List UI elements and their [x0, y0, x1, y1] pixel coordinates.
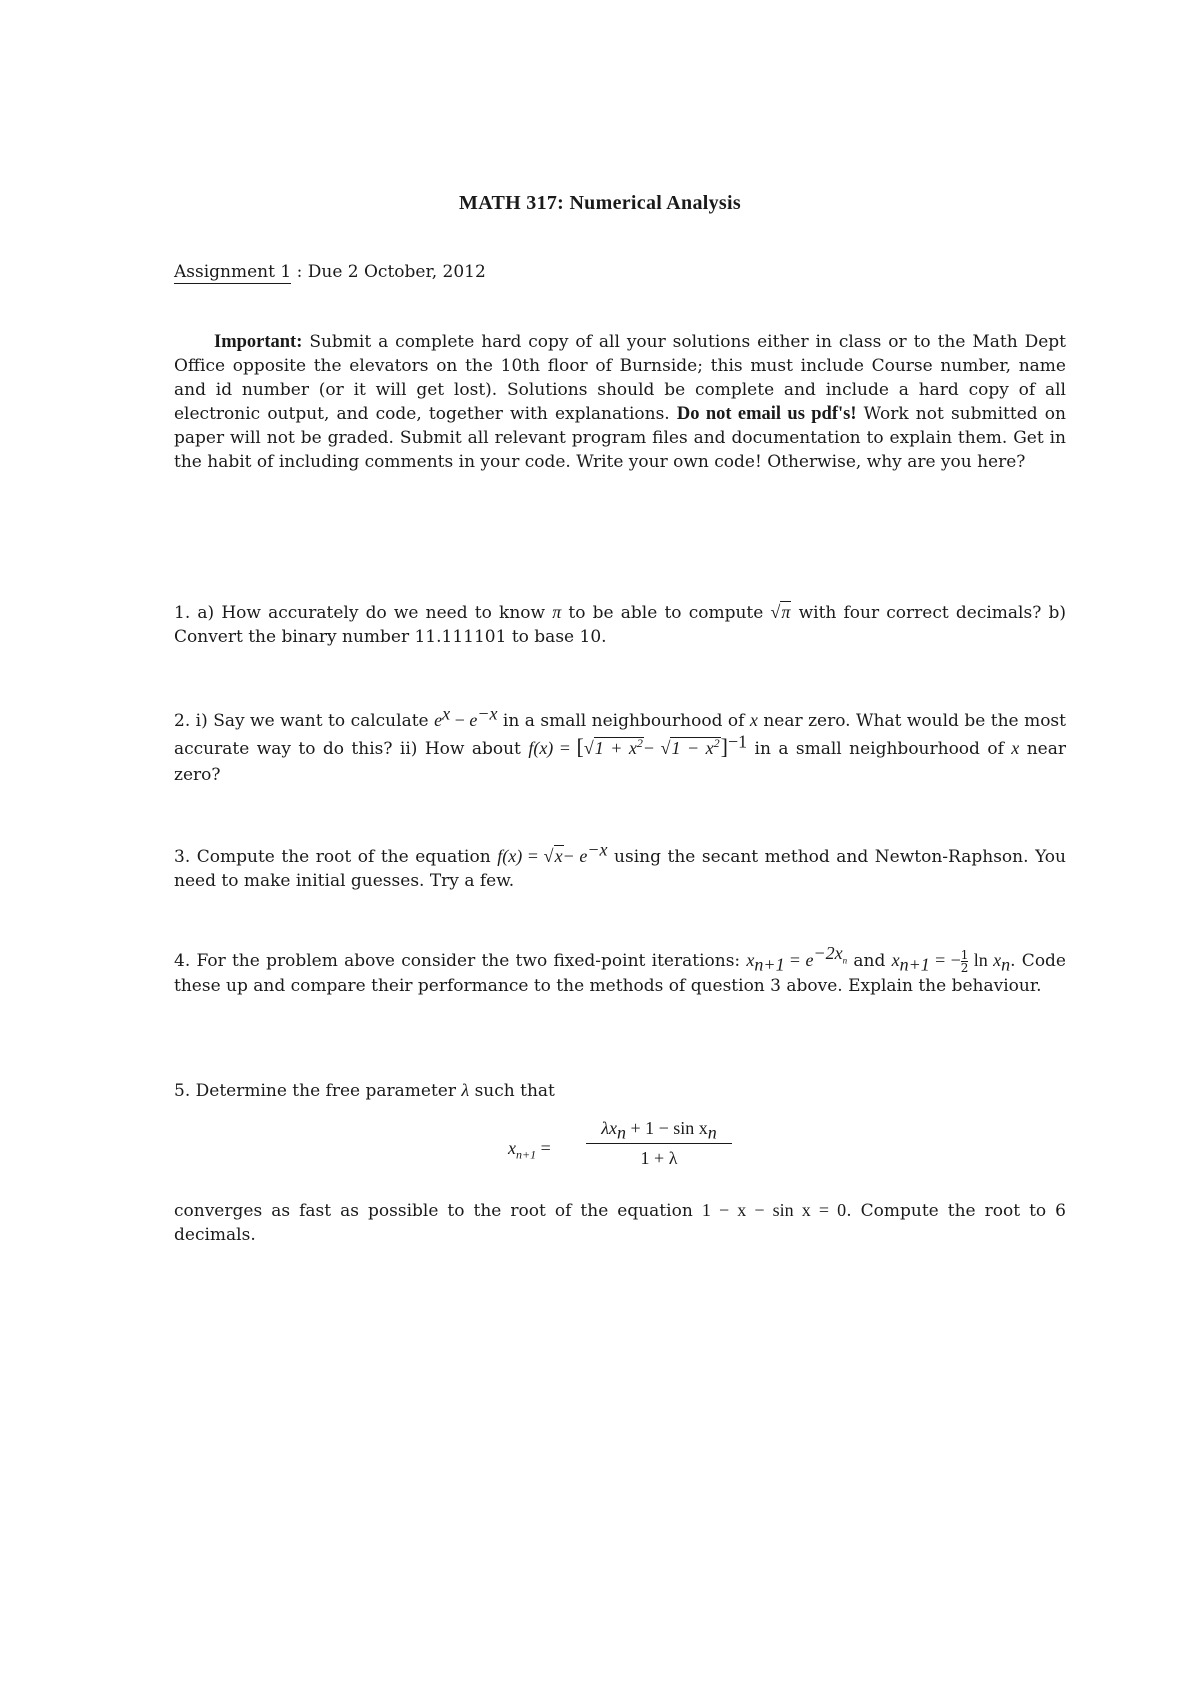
- q2-t3: near zero. What would be the most accurate way to do this? ii) How about: [174, 711, 1066, 759]
- q4-e: e: [805, 950, 814, 970]
- q5-denominator: 1 + λ: [640, 1148, 678, 1168]
- q5-numerator: [586, 1118, 732, 1144]
- bold-notice: Do not email us pdf's!: [676, 404, 857, 424]
- q1-pi: π: [552, 602, 562, 622]
- q1-text-a: 1. a) How accurately do we need to know: [174, 603, 553, 623]
- q2-x1: x: [749, 710, 758, 730]
- intro-text-1: Submit a complete hard copy of all your solutions either in class or to the Math Dept Office opposite the elevators on the 10th floor of Burnside; this must include Course number, name and id number (or it will get lost). Solutions should be complete and include a hard copy of all electronic output, and code, together with explanations.: [174, 332, 1066, 424]
- q4-exp-sub: n: [842, 955, 848, 966]
- q4-frac-num: 1: [960, 948, 969, 962]
- q4-ln: ln: [968, 950, 994, 970]
- q4-sub3: n: [1001, 954, 1011, 975]
- q5-t1: 5. Determine the free parameter: [174, 1081, 462, 1101]
- q2-r2: 1 − x: [671, 738, 714, 758]
- q5-t4: . Compute the root to 6 decimals.: [174, 1201, 1066, 1245]
- q2-t5: near zero?: [174, 739, 1066, 785]
- q3-eq: =: [522, 846, 544, 866]
- question-4: [174, 943, 1066, 998]
- q2-eq: =: [553, 738, 577, 758]
- q4-eq2: = −: [929, 950, 961, 970]
- q2-t4: in a small neighbourhood of: [747, 739, 1012, 759]
- q3-f-arg: (x): [502, 846, 523, 866]
- q4-exp: −2x: [813, 943, 843, 964]
- q1-mid: to be able to compute: [561, 603, 771, 623]
- q2-minus2: −: [643, 738, 661, 758]
- intro-paragraph: [174, 330, 1066, 474]
- question-5-body: [174, 1198, 1066, 1247]
- q3-minus: −: [563, 846, 580, 866]
- sqrt-icon: √: [770, 602, 781, 622]
- q2-e2: e: [469, 710, 478, 730]
- q5-t2: such that: [469, 1081, 555, 1101]
- q2-f-arg: (x): [533, 738, 554, 758]
- assignment-due: Due 2 October, 2012: [307, 262, 486, 282]
- q4-sub2: n+1: [899, 954, 930, 975]
- q2-minus: −: [450, 710, 470, 730]
- q2-radicand-2: [670, 737, 720, 758]
- q5-num-sub2: n: [707, 1122, 717, 1143]
- q3-e: e: [579, 846, 588, 866]
- q3-exp: −x: [587, 839, 608, 860]
- q1-pi-radicand: π: [781, 602, 791, 622]
- q4-sub1: n+1: [754, 954, 785, 975]
- q2-radicand-1: [594, 737, 644, 758]
- q2-inverse: −1: [727, 731, 748, 752]
- q2-exp2: −x: [477, 703, 498, 724]
- q2-t1: 2. i) Say we want to calculate: [174, 711, 435, 731]
- q5-lhs-x: x: [508, 1138, 516, 1158]
- q4-x1: x: [746, 950, 755, 970]
- q3-t2: using the secant method and Newton-Raphson. You need to make initial guesses. Try a few.: [174, 847, 1066, 891]
- q2-bracket-right: ]: [720, 734, 728, 759]
- q4-t2: Code these up and compare their performance to the methods of question 3 above. Explain the behaviour.: [174, 951, 1066, 996]
- q4-and: and: [847, 951, 892, 971]
- q2-x2: x: [1011, 738, 1020, 758]
- question-5-intro: [174, 1078, 1066, 1103]
- q4-frac-den: 2: [960, 961, 969, 975]
- q5-t3: converges as fast as possible to the root of the equation: [174, 1201, 702, 1221]
- q3-t1: 3. Compute the root of the equation: [174, 847, 498, 867]
- q5-fraction: [586, 1118, 732, 1169]
- q2-exp1: x: [442, 703, 451, 724]
- q2-f: f: [528, 738, 534, 758]
- q4-t1: 4. For the problem above consider the two fixed-point iterations:: [174, 951, 747, 971]
- q4-x3: x: [993, 950, 1002, 970]
- page-title: MATH 317: Numerical Analysis: [459, 192, 741, 214]
- q5-num-rest: + 1 − sin x: [625, 1118, 708, 1138]
- q2-r1: 1 + x: [594, 738, 637, 758]
- q2-t2: in a small neighbourhood of: [497, 711, 750, 731]
- assignment-line: [174, 262, 486, 282]
- q4-exp-wrap: [813, 943, 848, 966]
- question-3: [174, 839, 1066, 893]
- sqrt-icon: √: [583, 738, 594, 758]
- q4-x2: x: [891, 950, 900, 970]
- q5-eq-lhs: [508, 1138, 551, 1162]
- question-1: [174, 600, 1066, 649]
- q5-num-a: λx: [601, 1118, 617, 1138]
- q5-equals: =: [536, 1138, 551, 1158]
- q2-bracket-left: [: [576, 734, 584, 759]
- q5-eq2: 1 − x − sin x = 0: [701, 1200, 847, 1220]
- q4-eq1: =: [784, 950, 806, 970]
- q4-dot: .: [1010, 951, 1016, 971]
- assignment-sep: :: [291, 262, 308, 282]
- intro-text-2: Work not submitted on paper will not be graded. Submit all relevant program files and documentation to explain them. Get in the habit of including comments in your code. Write your own code! Otherwise, why are you here?: [174, 404, 1066, 472]
- important-label: Important:: [214, 332, 303, 352]
- q3-f: f: [497, 846, 503, 866]
- q5-lambda: λ: [461, 1080, 470, 1100]
- q5-num-sub: n: [616, 1122, 626, 1143]
- q5-lhs-sub: n+1: [516, 1147, 537, 1162]
- question-2: [174, 703, 1066, 788]
- sqrt-icon: √: [543, 846, 554, 866]
- q2-e1: e: [434, 710, 443, 730]
- q2-sq1: 2: [636, 736, 643, 750]
- q1-text-end: with four correct decimals? b) Convert the binary number 11.111101 to base 10.: [174, 603, 1066, 647]
- q2-sq2: 2: [713, 736, 720, 750]
- assignment-label: Assignment 1: [174, 262, 292, 282]
- sqrt-icon: √: [660, 738, 671, 758]
- q3-radicand: x: [554, 846, 563, 866]
